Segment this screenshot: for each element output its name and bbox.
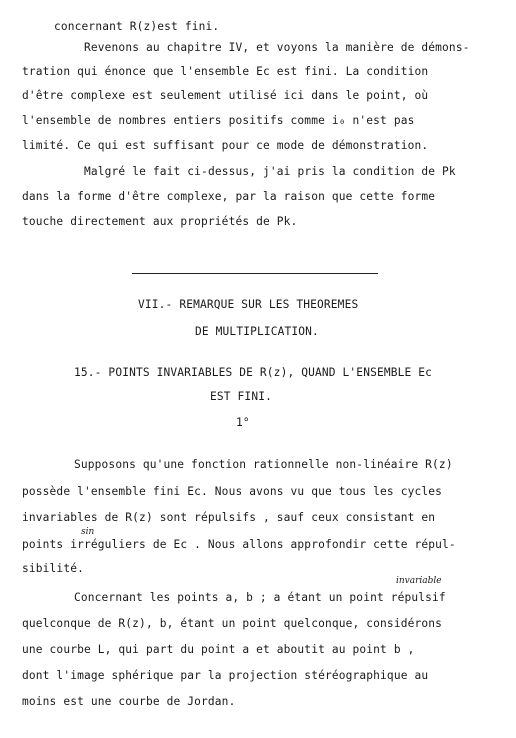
subsection-title: 15.- POINTS INVARIABLES DE R(z), QUAND L'ENSEMBLE Ec bbox=[74, 366, 433, 379]
subsection-number: 1° bbox=[236, 416, 250, 429]
text-line: touche directement aux propriétés de Pk. bbox=[22, 215, 298, 228]
text-line: Malgré le fait ci-dessus, j'ai pris la condition de Pk bbox=[84, 165, 456, 178]
text-line: l'ensemble de nombres entiers positifs comme i₀ n'est pas bbox=[22, 114, 415, 127]
section-title: DE MULTIPLICATION. bbox=[195, 325, 319, 338]
text-line: Supposons qu'une fonction rationnelle non-linéaire R(z) bbox=[74, 458, 453, 471]
section-title: VII.- REMARQUE SUR LES THEOREMES bbox=[138, 298, 359, 311]
text-line: quelconque de R(z), b, étant un point quelconque, considérons bbox=[22, 617, 443, 630]
text-line: dans la forme d'être complexe, par la raison que cette forme bbox=[22, 190, 436, 203]
text-line: Revenons au chapitre IV, et voyons la manière de démons- bbox=[84, 41, 470, 54]
text-line: points irréguliers de Ec . Nous allons approfondir cette répul- bbox=[22, 538, 456, 551]
text-line: invariables de R(z) sont répulsifs , sauf ceux consistant en bbox=[22, 511, 436, 524]
subsection-title: EST FINI. bbox=[210, 390, 272, 403]
handwritten-annotation: invariable bbox=[396, 576, 442, 586]
text-line: possède l'ensemble fini Ec. Nous avons vu que tous les cycles bbox=[22, 485, 443, 498]
text-line: d'être complexe est seulement utilisé ici dans le point, où bbox=[22, 89, 429, 102]
text-line: tration qui énonce que l'ensemble Ec est fini. La condition bbox=[22, 65, 429, 78]
text-line: une courbe L, qui part du point a et aboutit au point b , bbox=[22, 643, 415, 656]
text-line: concernant R(z)est fini. bbox=[54, 20, 220, 33]
section-divider bbox=[132, 273, 378, 274]
text-line: sibilité. bbox=[22, 562, 84, 575]
text-line: dont l'image sphérique par la projection stéréographique au bbox=[22, 669, 429, 682]
text-line: moins est une courbe de Jordan. bbox=[22, 695, 236, 708]
text-line: Concernant les points a, b ; a étant un point répulsif bbox=[74, 591, 446, 604]
handwritten-annotation: sin bbox=[81, 527, 95, 537]
text-line: limité. Ce qui est suffisant pour ce mode de démonstration. bbox=[22, 139, 429, 152]
